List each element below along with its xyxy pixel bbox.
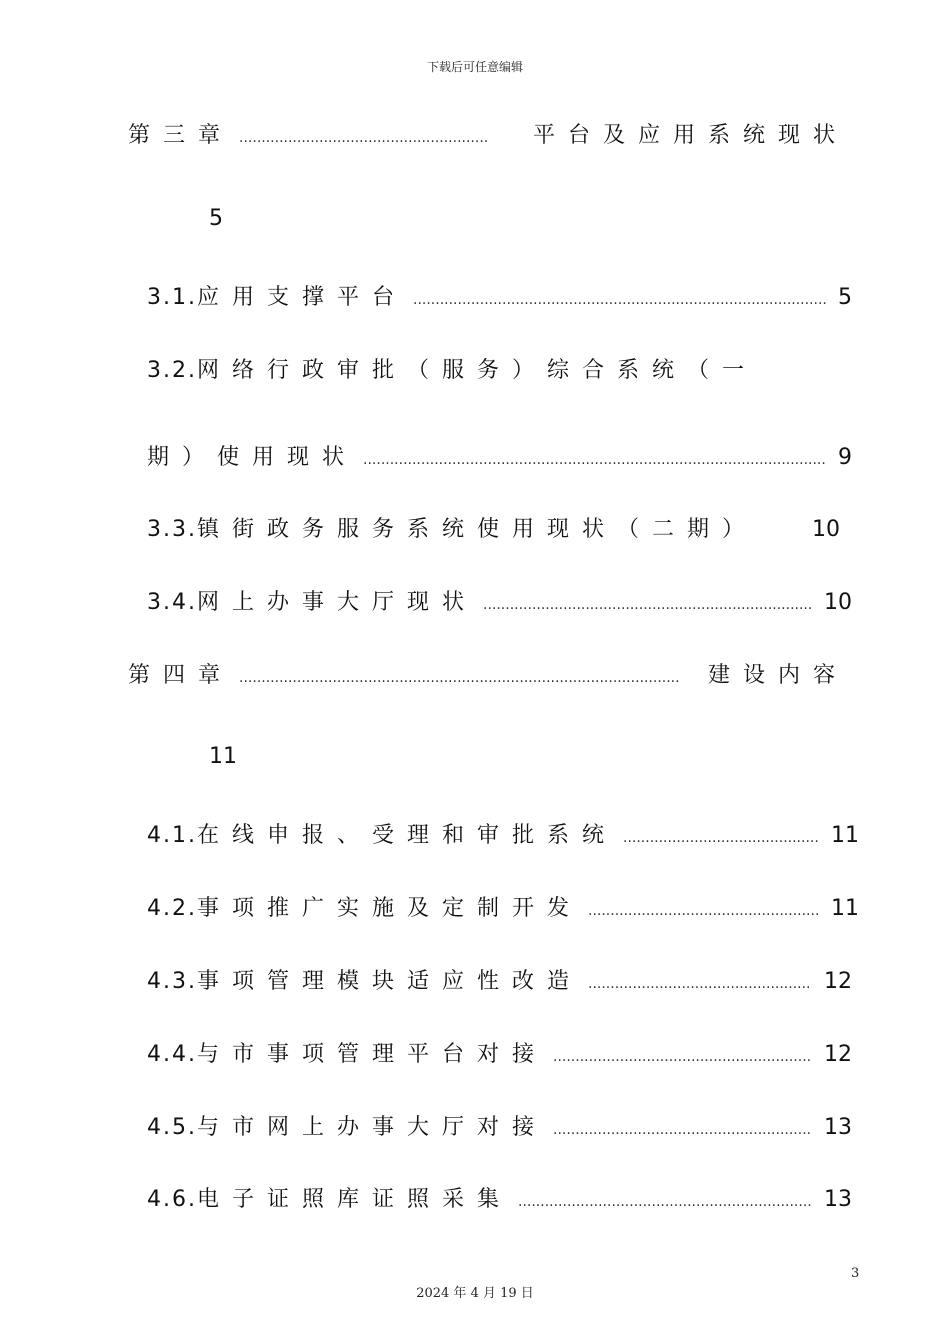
leader-dots [553,1122,812,1138]
section-title: 网上办事大厅现状 [196,590,477,615]
section-number: 4.3. [147,969,197,994]
page-ref: 9 [838,445,852,470]
chapter-label: 第三章 [128,123,234,148]
section-title: 事项推广实施及定制开发 [196,896,582,921]
section-title: 事项管理模块适应性改造 [196,969,582,994]
page-ref: 12 [824,1042,852,1067]
toc-chapter-3[interactable] [128,118,848,149]
leader-dots [588,976,812,992]
section-title: 电子证照库证照采集 [196,1187,512,1212]
section-number: 4.5. [147,1115,197,1140]
page-header: 下载后可任意编辑 [426,60,523,74]
section-number: 3.4. [147,590,197,615]
page-ref: 12 [824,969,852,994]
page-footer-date: 2024 年 4 月 19 日 [416,1286,534,1301]
leader-dots [363,452,826,468]
section-number: 3.1. [147,285,197,310]
page-ref: 13 [824,1187,852,1212]
toc-item-4-1[interactable] [147,818,859,849]
section-title: 应用支撑平台 [196,285,407,310]
leader-dots [239,130,489,146]
toc-chapter-3-page: 5 [209,206,223,231]
section-title: 与市事项管理平台对接 [196,1042,547,1067]
toc-item-3-3[interactable] [147,512,852,543]
section-number: 4.6. [147,1187,197,1212]
page-ref: 10 [824,590,852,615]
chapter-title: 平台及应用系统现状 [532,123,848,148]
toc-item-3-2-cont[interactable] [147,440,852,471]
section-number: 4.2. [147,896,197,921]
leader-dots [518,1194,812,1210]
page-ref: 5 [838,285,852,310]
toc-chapter-4-page: 11 [209,744,237,769]
section-title: 在线申报、受理和审批系统 [196,823,617,848]
page-ref: 11 [831,823,859,848]
toc-item-3-2[interactable] [147,353,852,384]
section-number: 3.2. [147,358,197,383]
toc-item-4-2[interactable] [147,891,859,922]
leader-dots [413,292,826,308]
toc-item-4-3[interactable] [147,964,852,995]
section-number: 3.3. [147,517,197,542]
toc-item-4-5[interactable] [147,1110,852,1141]
chapter-title: 建设内容 [707,663,848,688]
page-ref: 13 [824,1115,852,1140]
toc-chapter-4[interactable] [128,658,848,689]
section-number: 4.1. [147,823,197,848]
page-number: 3 [851,1266,860,1281]
section-title: 镇街政务服务系统使用现状（二期） [196,517,757,542]
leader-dots [239,670,679,686]
section-title: 与市网上办事大厅对接 [196,1115,547,1140]
toc-item-4-4[interactable] [147,1037,852,1068]
leader-dots [588,903,819,919]
page-ref: 11 [831,896,859,921]
toc-item-4-6[interactable] [147,1182,852,1213]
leader-dots [553,1049,812,1065]
toc-item-3-4[interactable] [147,585,852,616]
leader-dots [483,597,812,613]
section-title: 网络行政审批（服务）综合系统（一 [196,358,757,383]
leader-dots [623,830,819,846]
page-ref: 10 [812,517,840,542]
chapter-label: 第四章 [128,663,234,688]
toc-item-3-1[interactable] [147,280,852,311]
section-title-cont: 期）使用现状 [147,445,358,470]
section-number: 4.4. [147,1042,197,1067]
